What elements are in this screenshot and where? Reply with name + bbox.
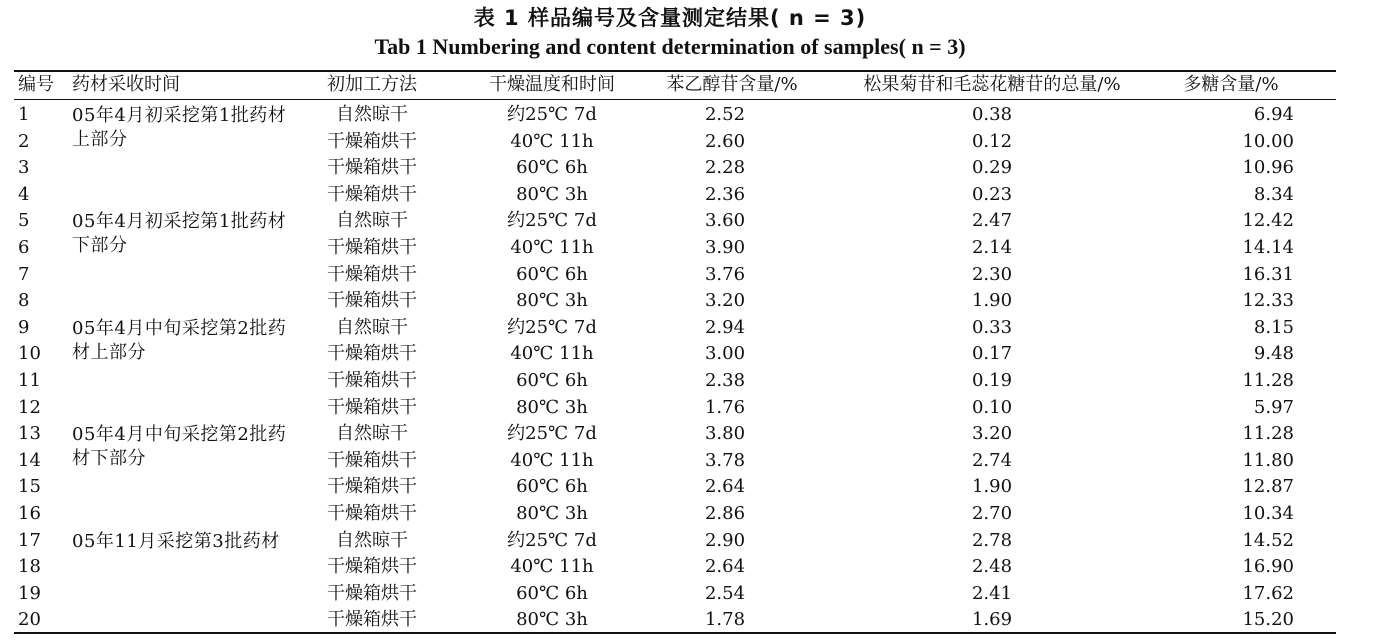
echinacoside-acteoside-value: 0.29 — [971, 157, 1013, 179]
phenylethanoid-value: 3.20 — [704, 290, 746, 312]
process-method: 自然晾干 — [336, 104, 408, 125]
drying-condition: 40℃ 11h — [510, 130, 594, 152]
row-number: 3 — [18, 157, 30, 179]
process-method: 干燥箱烘干 — [327, 237, 417, 258]
phenylethanoid-value: 2.90 — [704, 529, 746, 551]
polysaccharide-value: 8.34 — [1253, 183, 1294, 205]
polysaccharide-value: 14.14 — [1242, 237, 1294, 258]
process-method: 干燥箱烘干 — [327, 157, 417, 179]
process-method: 干燥箱烘干 — [327, 476, 417, 498]
phenylethanoid-value: 2.52 — [704, 104, 746, 125]
drying-condition: 60℃ 6h — [516, 476, 588, 498]
echinacoside-acteoside-value: 0.19 — [971, 370, 1013, 391]
echinacoside-acteoside-value: 2.74 — [971, 449, 1013, 471]
drying-condition: 40℃ 11h — [510, 343, 594, 365]
echinacoside-acteoside-value: 1.90 — [971, 290, 1013, 312]
process-method: 自然晾干 — [336, 423, 408, 445]
polysaccharide-value: 17.62 — [1242, 582, 1294, 604]
process-method: 干燥箱烘干 — [327, 609, 417, 631]
polysaccharide-value: 15.20 — [1242, 609, 1294, 631]
header-rule — [14, 99, 1336, 100]
row-number: 18 — [18, 556, 41, 578]
process-method: 干燥箱烘干 — [327, 449, 417, 471]
polysaccharide-value: 6.94 — [1253, 104, 1294, 125]
row-number: 1 — [18, 104, 30, 125]
row-number: 14 — [18, 449, 41, 471]
header-drying-condition: 干燥温度和时间 — [489, 74, 615, 95]
phenylethanoid-value: 3.78 — [704, 449, 746, 471]
table-title-chinese: 表 1 样品编号及含量测定结果( n = 3) — [473, 6, 867, 30]
phenylethanoid-value: 3.00 — [704, 343, 746, 365]
row-number: 2 — [18, 130, 30, 152]
harvest-time-group: 05年4月中旬采挖第2批药材上部分 — [72, 317, 287, 363]
polysaccharide-value: 12.87 — [1242, 476, 1294, 498]
polysaccharide-value: 12.33 — [1242, 290, 1294, 312]
top-rule — [14, 70, 1336, 72]
row-number: 9 — [18, 316, 30, 338]
polysaccharide-value: 11.28 — [1242, 423, 1294, 445]
drying-condition: 80℃ 3h — [516, 503, 588, 524]
header-polysaccharide-content: 多糖含量/% — [1183, 74, 1279, 95]
drying-condition: 40℃ 11h — [510, 237, 594, 258]
process-method: 干燥箱烘干 — [327, 290, 417, 312]
phenylethanoid-value: 2.60 — [704, 130, 746, 152]
drying-condition: 约25℃ 7d — [507, 529, 597, 551]
harvest-time-group: 05年4月初采挖第1批药材下部分 — [72, 211, 287, 257]
harvest-time-group: 05年4月初采挖第1批药材上部分 — [72, 105, 287, 150]
polysaccharide-value: 12.42 — [1242, 210, 1294, 232]
polysaccharide-value: 5.97 — [1253, 396, 1294, 418]
process-method: 干燥箱烘干 — [327, 556, 417, 578]
phenylethanoid-value: 2.64 — [704, 476, 746, 498]
drying-condition: 60℃ 6h — [516, 157, 588, 179]
process-method: 干燥箱烘干 — [327, 183, 417, 205]
echinacoside-acteoside-value: 0.33 — [971, 316, 1013, 338]
polysaccharide-value: 14.52 — [1242, 529, 1294, 551]
drying-condition: 80℃ 3h — [516, 290, 588, 312]
polysaccharide-value: 8.15 — [1253, 316, 1294, 338]
phenylethanoid-value: 1.78 — [704, 609, 746, 631]
row-number: 7 — [18, 263, 30, 285]
harvest-time-group: 05年4月中旬采挖第2批药材下部分 — [72, 424, 287, 470]
phenylethanoid-value: 1.76 — [704, 396, 746, 418]
table-title-english: Tab 1 Numbering and content determination of samples( n = 3) — [374, 34, 966, 59]
process-method: 干燥箱烘干 — [327, 370, 417, 391]
drying-condition: 80℃ 3h — [516, 396, 588, 418]
polysaccharide-value: 9.48 — [1253, 343, 1294, 365]
row-number: 11 — [18, 370, 41, 391]
process-method: 干燥箱烘干 — [327, 503, 417, 524]
echinacoside-acteoside-value: 1.90 — [971, 476, 1013, 498]
phenylethanoid-value: 2.54 — [704, 582, 746, 604]
phenylethanoid-value: 2.38 — [704, 370, 746, 391]
drying-condition: 80℃ 3h — [516, 609, 588, 631]
phenylethanoid-value: 2.28 — [704, 157, 746, 179]
row-number: 17 — [18, 529, 41, 551]
process-method: 干燥箱烘干 — [327, 396, 417, 418]
row-number: 20 — [18, 609, 41, 631]
drying-condition: 60℃ 6h — [516, 370, 588, 391]
drying-condition: 80℃ 3h — [516, 183, 588, 205]
header-harvest-time: 药材采收时间 — [72, 74, 180, 95]
row-number: 13 — [18, 423, 41, 445]
echinacoside-acteoside-value: 2.48 — [971, 556, 1013, 578]
echinacoside-acteoside-value: 0.17 — [971, 343, 1013, 365]
phenylethanoid-value: 2.64 — [704, 556, 746, 578]
drying-condition: 40℃ 11h — [510, 449, 594, 471]
process-method: 干燥箱烘干 — [327, 582, 417, 604]
echinacoside-acteoside-value: 0.10 — [971, 396, 1013, 418]
echinacoside-acteoside-value: 2.30 — [971, 263, 1013, 285]
echinacoside-acteoside-value: 3.20 — [971, 423, 1013, 445]
phenylethanoid-value: 2.86 — [704, 503, 746, 524]
drying-condition: 60℃ 6h — [516, 263, 588, 285]
polysaccharide-value: 11.80 — [1242, 449, 1294, 471]
row-number: 12 — [18, 396, 41, 418]
echinacoside-acteoside-value: 0.38 — [971, 104, 1013, 125]
phenylethanoid-value: 3.60 — [704, 210, 746, 232]
polysaccharide-value: 10.00 — [1242, 130, 1294, 152]
row-number: 4 — [18, 183, 30, 205]
process-method: 干燥箱烘干 — [327, 130, 417, 152]
drying-condition: 40℃ 11h — [510, 556, 594, 578]
polysaccharide-value: 11.28 — [1242, 370, 1294, 391]
phenylethanoid-value: 2.94 — [704, 316, 746, 338]
phenylethanoid-value: 3.76 — [704, 263, 746, 285]
header-process-method: 初加工方法 — [327, 74, 417, 95]
process-method: 干燥箱烘干 — [327, 263, 417, 285]
phenylethanoid-value: 2.36 — [704, 183, 746, 205]
row-number: 10 — [18, 343, 41, 365]
polysaccharide-value: 16.31 — [1242, 263, 1294, 285]
row-number: 5 — [18, 210, 30, 232]
row-number: 8 — [18, 290, 30, 312]
echinacoside-acteoside-value: 2.47 — [971, 210, 1013, 232]
drying-condition: 约25℃ 7d — [507, 210, 597, 232]
echinacoside-acteoside-value: 0.23 — [971, 183, 1013, 205]
echinacoside-acteoside-value: 2.14 — [971, 237, 1013, 258]
drying-condition: 约25℃ 7d — [507, 316, 597, 338]
harvest-time-group: 05年11月采挖第3批药材 — [72, 530, 280, 552]
row-number: 15 — [18, 476, 41, 498]
header-phenylethanoid-content: 苯乙醇苷含量/% — [666, 74, 798, 95]
process-method: 自然晾干 — [336, 210, 408, 232]
phenylethanoid-value: 3.80 — [704, 423, 746, 445]
polysaccharide-value: 10.34 — [1242, 503, 1294, 524]
process-method: 自然晾干 — [336, 316, 408, 338]
drying-condition: 约25℃ 7d — [507, 423, 597, 445]
process-method: 干燥箱烘干 — [327, 343, 417, 365]
row-number: 16 — [18, 503, 41, 524]
echinacoside-acteoside-value: 2.78 — [971, 529, 1013, 551]
echinacoside-acteoside-value: 2.70 — [971, 503, 1013, 524]
echinacoside-acteoside-value: 1.69 — [971, 609, 1013, 631]
row-number: 19 — [18, 582, 41, 604]
row-number: 6 — [18, 237, 30, 258]
polysaccharide-value: 16.90 — [1242, 556, 1294, 578]
echinacoside-acteoside-value: 0.12 — [971, 130, 1013, 152]
header-echinacoside-acteoside-total: 松果菊苷和毛蕊花糖苷的总量/% — [863, 74, 1121, 95]
drying-condition: 约25℃ 7d — [507, 104, 597, 125]
bottom-rule — [14, 632, 1336, 634]
drying-condition: 60℃ 6h — [516, 582, 588, 604]
header-number: 编号 — [18, 74, 54, 95]
polysaccharide-value: 10.96 — [1242, 157, 1294, 179]
phenylethanoid-value: 3.90 — [704, 237, 746, 258]
echinacoside-acteoside-value: 2.41 — [971, 582, 1013, 604]
process-method: 自然晾干 — [336, 529, 408, 551]
